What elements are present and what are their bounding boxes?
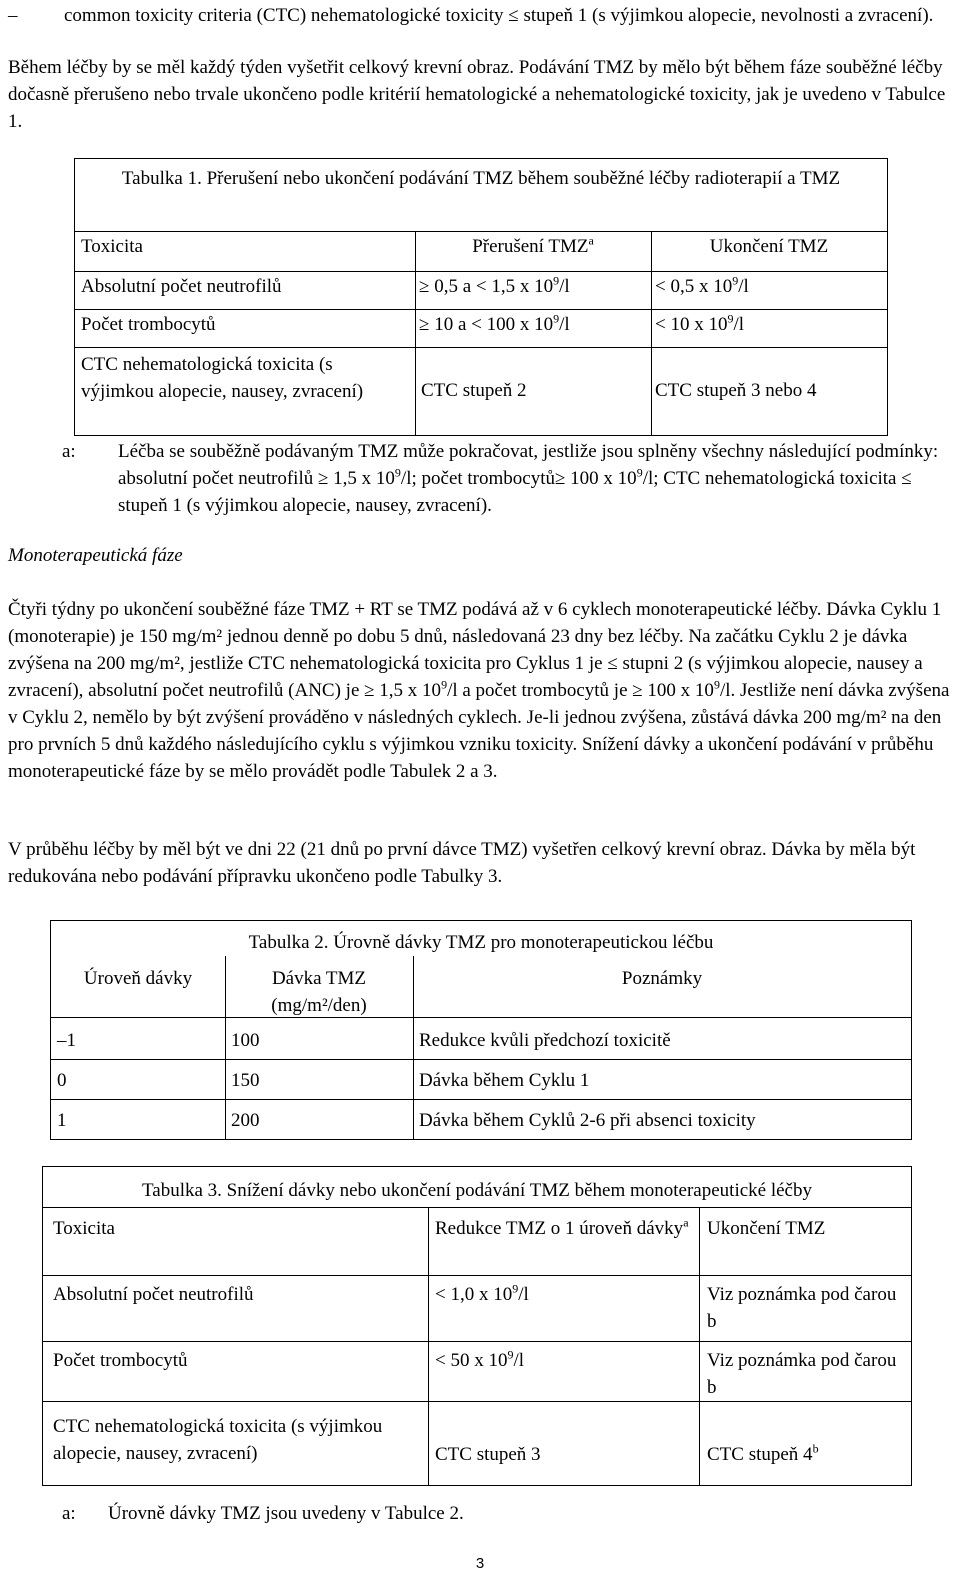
table3-footnote-label: a: [62, 1503, 76, 1524]
t2-header-davka: Dávka TMZ (mg/m²/den) [271, 968, 367, 1016]
table3-footnote: Úrovně dávky TMZ jsou uvedeny v Tabulce 2. [108, 1503, 464, 1524]
page-number: 3 [475, 1555, 485, 1572]
t1-header-ukonceni: Ukončení TMZ [709, 236, 829, 257]
table2 [50, 920, 912, 1140]
section-heading: Monoterapeutická fáze [8, 545, 183, 566]
table1-footnote-label: a: [62, 441, 76, 462]
t2-r2-c1: 0 [57, 1070, 67, 1091]
t3-r3-c1: CTC nehematologická toxicita (s výjimkou alopecie, nausey, zvracení) [53, 1416, 383, 1464]
mono-paragraph-2: V průběhu léčby by měl být ve dni 22 (21 dnů po první dávce TMZ) vyšetřen celkový krevní obraz. Dávka by měla být redukována nebo podávání přípravku ukončeno podle Tabulky 3. [8, 839, 916, 887]
t1-r1-c2: ≥ 0,5 a < 1,5 x $10^9/l$ [419, 273, 570, 297]
t3-header-ukonceni: Ukončení TMZ [707, 1218, 826, 1239]
t2-r1-c2: 100 [231, 1030, 260, 1051]
t3-r1-c1: Absolutní počet neutrofilů [53, 1284, 254, 1305]
table1 [74, 158, 888, 436]
table1-footnote: Léčba se souběžně podávaným TMZ může pokračovat, jestliže jsou splněny všechny následující podmínky: absolutní počet neutrofilů ≥ 1,5 x $10^9/l$; počet trombocytů≥ 100 x $10^9/l$; CTC nehematologická toxicita ≤ stupeň 1 (s výjimkou alopecie, nausey, zvracení). [118, 441, 939, 516]
t2-r1-c3: Redukce kvůli předchozí toxicitě [419, 1030, 671, 1051]
t1-header-toxicita: Toxicita [81, 236, 143, 257]
t2-r3-c2: 200 [231, 1110, 260, 1131]
table3 [42, 1166, 912, 1486]
t3-header-redukce: Redukce TMZ o 1 úroveň dávky$^a$ [435, 1215, 689, 1239]
dash-item-text: common toxicity criteria (CTC) nehematologické toxicity ≤ stupeň 1 (s výjimkou alopecie, nevolnosti a zvracení). [64, 5, 934, 26]
t2-r1-c1: –1 [57, 1030, 76, 1051]
t3-r3-c2: CTC stupeň 3 [435, 1444, 541, 1465]
t2-header-poznamky: Poznámky [621, 968, 703, 989]
t2-header-uroven: Úroveň dávky [83, 968, 193, 989]
t1-r2-c3: < 10 x $10^9/l$ [655, 311, 745, 335]
t1-r2-c1: Počet trombocytů [81, 314, 216, 335]
t2-r3-c1: 1 [57, 1110, 67, 1131]
table3-caption: Tabulka 3. Snížení dávky nebo ukončení podávání TMZ během monoterapeutické léčby [142, 1180, 812, 1201]
table1-caption: Tabulka 1. Přerušení nebo ukončení podávání TMZ během souběžné léčby radioterapií a TMZ [121, 168, 841, 189]
t2-r3-c3: Dávka během Cyklů 2-6 při absenci toxicity [419, 1110, 756, 1131]
intro-paragraph: Během léčby by se měl každý týden vyšetřit celkový krevní obraz. Podávání TMZ by mělo být během fáze souběžné léčby dočasně přerušeno nebo trvale ukončeno podle kritérií hematologické a nehematologické toxicity, jak je uvedeno v Tabulce 1. [8, 57, 946, 132]
t3-r2-c1: Počet trombocytů [53, 1350, 188, 1371]
t1-r2-c2: ≥ 10 a < 100 x $10^9/l$ [419, 311, 570, 335]
table2-caption: Tabulka 2. Úrovně dávky TMZ pro monoterapeutickou léčbu [248, 932, 714, 953]
t1-header-preruseni: Přerušení TMZ$^a$ [472, 233, 594, 257]
t1-r1-c1: Absolutní počet neutrofilů [81, 276, 282, 297]
dash-bullet: – [8, 5, 18, 26]
t3-header-toxicita: Toxicita [53, 1218, 115, 1239]
t1-r3-c3: CTC stupeň 3 nebo 4 [655, 380, 817, 401]
t1-r3-c1: CTC nehematologická toxicita (s výjimkou alopecie, nausey, zvracení) [81, 354, 364, 402]
t1-r1-c3: < 0,5 x $10^9/l$ [655, 273, 749, 297]
t3-r1-c3: Viz poznámka pod čarou b [707, 1284, 897, 1332]
t3-r3-c3: CTC stupeň 4$^b$ [707, 1441, 819, 1465]
t2-r2-c2: 150 [231, 1070, 260, 1091]
mono-paragraph-1: Čtyři týdny po ukončení souběžné fáze TMZ + RT se TMZ podává až v 6 cyklech monoterapeutické léčby. Dávka Cyklu 1 (monoterapie) je 150 mg/m² jednou denně po dobu 5 dnů, následovaná 23 dny bez léčby. Na začátku Cyklu 2 je dávka zvýšena na 200 mg/m², jestliže CTC nehematologická toxicita pro Cyklus 1 je ≤ stupni 2 (s výjimkou alopecie, nausey a zvracení), absolutní počet neutrofilů (ANC) je ≥ 1,5 x $10^9/l$ a počet trombocytů je ≥ 100 x $10^9/l$. Jestliže není dávka zvýšena v Cyklu 2, nemělo by být zvýšení prováděno v následných cyklech. Je-li jednou zvýšena, zůstává dávka 200 mg/m² na den pro prvních 5 dnů každého následujícího cyklu s výjimkou vzniku toxicity. Snížení dávky a ukončení podávání v průběhu monoterapeutické fáze by se mělo provádět podle Tabulek 2 a 3. [8, 599, 950, 782]
t2-r2-c3: Dávka během Cyklu 1 [419, 1070, 590, 1091]
t3-r2-c3: Viz poznámka pod čarou b [707, 1350, 897, 1398]
t1-r3-c2: CTC stupeň 2 [421, 380, 527, 401]
t3-r2-c2: < 50 x $10^9/l$ [435, 1347, 525, 1371]
t3-r1-c2: < 1,0 x $10^9/l$ [435, 1281, 529, 1305]
